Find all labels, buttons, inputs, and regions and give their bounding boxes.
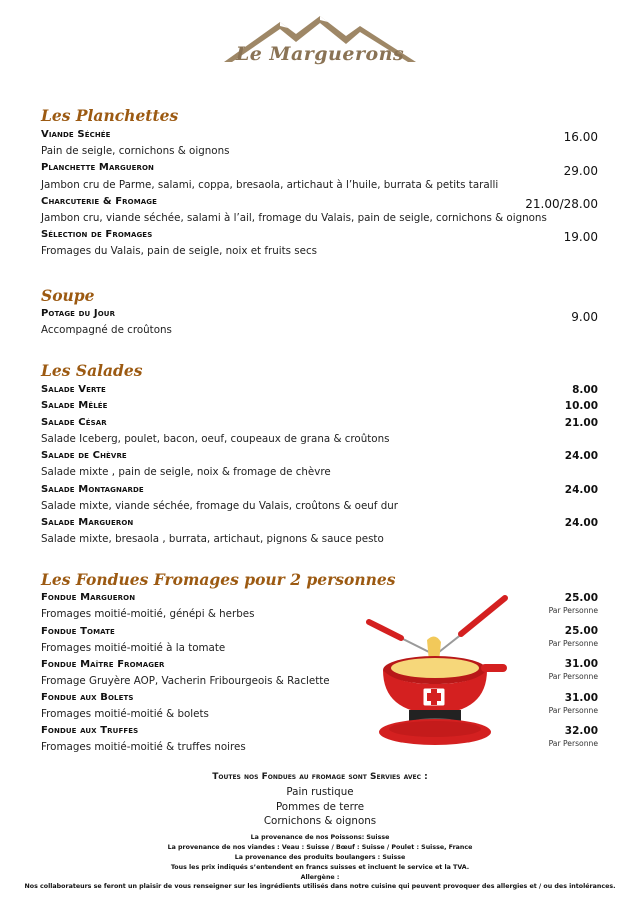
served-with-title: Toutes nos Fondues au fromage sont Servies avec : xyxy=(212,772,428,782)
item-price: 8.00 xyxy=(572,384,598,396)
item-name: Fondue Tomate xyxy=(41,626,115,637)
fondue-pot-icon xyxy=(365,592,510,747)
item-description: Salade mixte, bresaola , burrata, artichaut, pignons & sauce pesto xyxy=(41,533,384,545)
item-price: 10.00 xyxy=(564,400,598,412)
item-price: 32.00 xyxy=(564,725,598,737)
item-price: 16.00 xyxy=(563,130,598,144)
per-person-label: Par Personne xyxy=(548,706,598,715)
item-name: Salade Margueron xyxy=(41,517,134,528)
menu-item xyxy=(41,229,598,245)
per-person-label: Par Personne xyxy=(548,639,598,648)
footer-line: La provenance de nos Poissons: Suisse xyxy=(250,834,390,841)
item-price: 25.00 xyxy=(564,625,598,637)
item-description: Fromage Gruyère AOP, Vacherin Fribourgeois & Raclette xyxy=(41,675,330,687)
per-person-label: Par Personne xyxy=(548,606,598,615)
served-with-item: Cornichons & oignons xyxy=(263,815,377,827)
item-price: 29.00 xyxy=(563,164,598,178)
item-description: Salade mixte , pain de seigle, noix & fromage de chèvre xyxy=(41,466,331,478)
item-name: Potage du Jour xyxy=(41,308,116,319)
section-title-fondues: Les Fondues Fromages pour 2 personnes xyxy=(41,570,396,589)
item-name: Salade Mêlée xyxy=(41,400,108,411)
restaurant-name: Le Marguerons xyxy=(235,43,405,65)
item-name: Fondue Margueron xyxy=(41,592,136,603)
item-name: Salade Montagnarde xyxy=(41,484,144,495)
item-name: Fondue aux Bolets xyxy=(41,692,134,703)
item-name: Salade César xyxy=(41,417,107,428)
item-description: Fromages moitié-moitié & bolets xyxy=(41,708,209,720)
served-with-item: Pain rustique xyxy=(286,786,354,798)
item-price: 21.00/28.00 xyxy=(525,197,598,211)
per-person-label: Par Personne xyxy=(548,672,598,681)
item-price: 21.00 xyxy=(564,417,598,429)
item-name: Sélection de Fromages xyxy=(41,229,153,240)
item-price: 24.00 xyxy=(564,517,598,529)
item-name: Charcuterie & Fromage xyxy=(41,196,158,207)
item-description: Fromages moitié-moitié à la tomate xyxy=(41,642,226,654)
item-name: Viande Séchée xyxy=(41,129,111,140)
menu-item xyxy=(41,162,598,178)
item-name: Fondue Maître Fromager xyxy=(41,659,165,670)
footer-line: Tous les prix indiqués s’entendent en francs suisses et incluent le service et la TVA. xyxy=(170,864,470,871)
section-title-soupe: Soupe xyxy=(41,286,95,305)
item-price: 9.00 xyxy=(571,310,598,324)
menu-item xyxy=(41,196,598,212)
item-price: 19.00 xyxy=(563,230,598,244)
restaurant-logo xyxy=(222,12,418,68)
item-description: Pain de seigle, cornichons & oignons xyxy=(41,145,230,157)
footer-line: La provenance des produits boulangers : Suisse xyxy=(234,854,406,861)
footer-line: La provenance de nos viandes : Veau : Suisse / Bœuf : Suisse / Poulet : Suisse, France xyxy=(167,844,473,851)
item-price: 31.00 xyxy=(564,658,598,670)
item-description: Fromages moitié-moitié & truffes noires xyxy=(41,741,246,753)
footer-line: Allergène : xyxy=(300,874,340,881)
section-title-planchettes: Les Planchettes xyxy=(41,106,179,125)
footer-line: Nos collaborateurs se feront un plaisir de vous renseigner sur les ingrédients utilisés dans notre cuisine qui peuvent provoquer des allergies et / ou des intolérances. xyxy=(24,883,616,890)
item-description: Fromages du Valais, pain de seigle, noix et fruits secs xyxy=(41,245,317,257)
item-description: Jambon cru, viande séchée, salami à l’ail, fromage du Valais, pain de seigle, cornichons & oignons xyxy=(41,212,547,224)
menu-item xyxy=(41,129,598,145)
item-description: Fromages moitié-moitié, génépi & herbes xyxy=(41,608,255,620)
item-price: 24.00 xyxy=(564,450,598,462)
per-person-label: Par Personne xyxy=(548,739,598,748)
item-description: Jambon cru de Parme, salami, coppa, bresaola, artichaut à l’huile, burrata & petits taralli xyxy=(41,179,499,191)
item-price: 24.00 xyxy=(564,484,598,496)
item-description: Salade mixte, viande séchée, fromage du Valais, croûtons & oeuf dur xyxy=(41,500,399,512)
item-description: Accompagné de croûtons xyxy=(41,324,172,336)
item-description: Salade Iceberg, poulet, bacon, oeuf, coupeaux de grana & croûtons xyxy=(41,433,390,445)
item-name: Fondue aux Truffes xyxy=(41,725,139,736)
item-price: 25.00 xyxy=(564,592,598,604)
item-price: 31.00 xyxy=(564,692,598,704)
served-with-item: Pommes de terre xyxy=(275,801,365,813)
section-title-salades: Les Salades xyxy=(41,361,143,380)
item-name: Salade Verte xyxy=(41,384,106,395)
item-name: Planchette Margueron xyxy=(41,162,154,173)
item-name: Salade de Chèvre xyxy=(41,450,127,461)
menu-item xyxy=(41,308,598,324)
